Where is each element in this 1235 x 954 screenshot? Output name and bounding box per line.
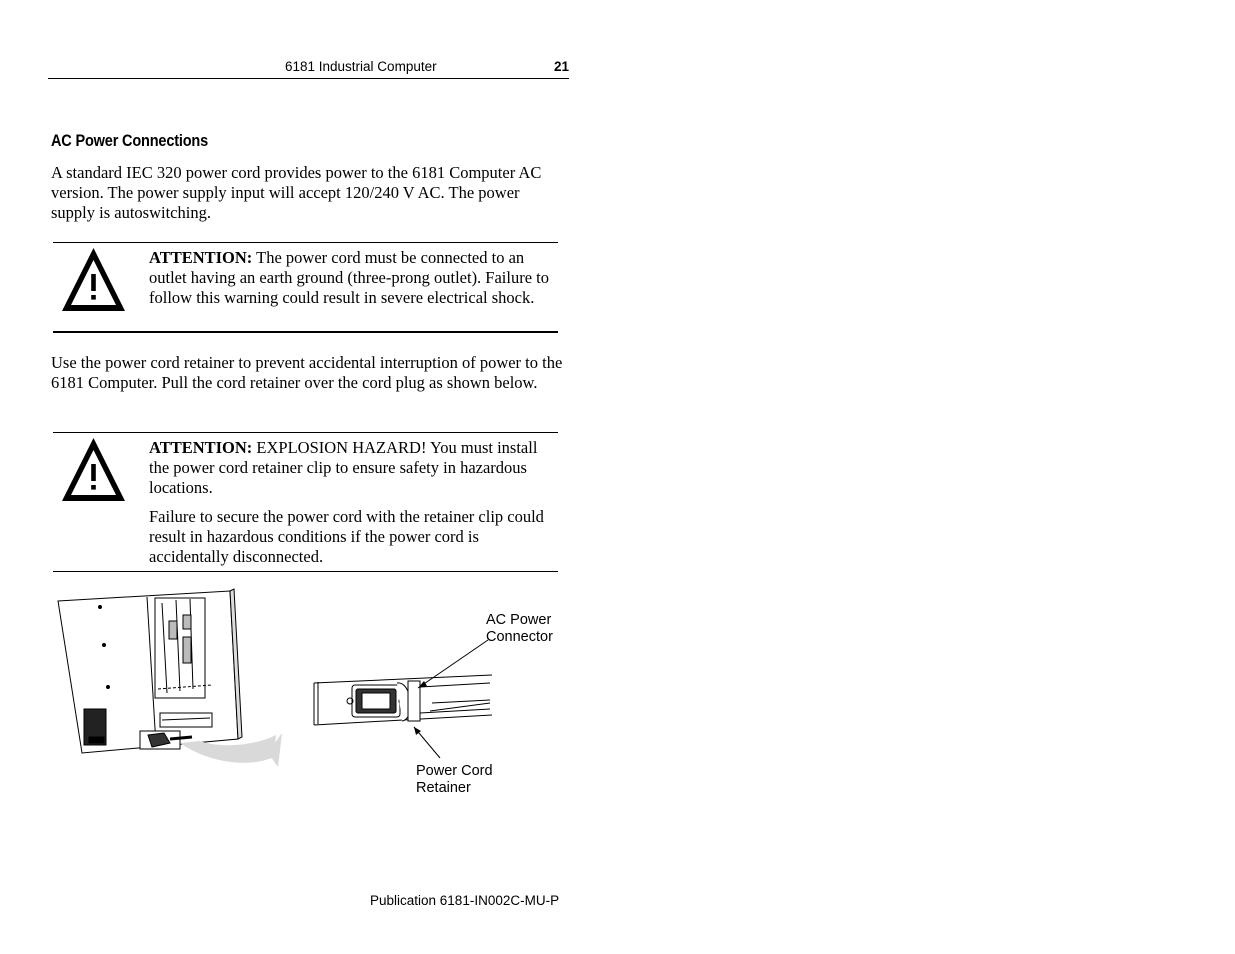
attention1-body: The power cord must be connected to an outlet having an earth ground (three-prong outlet). Failure to follow this warning could result in severe electrical shock. [149, 248, 550, 307]
computer-rear-view [58, 589, 242, 753]
warning-triangle-icon [60, 436, 127, 503]
callout-retainer-line2: Retainer [416, 780, 471, 796]
callout-connector-line2: Connector [486, 629, 553, 645]
running-header-title: 6181 Industrial Computer [285, 59, 437, 74]
attention1-text [149, 248, 559, 307]
page-number: 21 [554, 59, 570, 74]
attention2-text [149, 438, 559, 567]
retainer-paragraph: Use the power cord retainer to prevent accidental interruption of power to the 6181 Computer. Pull the cord retainer over the cord plug as shown below. [51, 353, 563, 392]
attention2-top-rule [53, 432, 558, 433]
callout-connector-line1: AC Power [486, 612, 552, 628]
publication-footer: Publication 6181-IN002C-MU-P [370, 893, 560, 908]
attention2-body: EXPLOSION HAZARD! You must install the power cord retainer clip to ensure safety in hazardous locations. [149, 438, 538, 497]
attention1-bottom-rule [53, 331, 558, 333]
attention1-label: ATTENTION: [149, 248, 253, 267]
warning-triangle-icon [60, 246, 127, 313]
section-heading: AC Power Connections [51, 132, 209, 150]
header-rule [48, 78, 569, 79]
intro-paragraph: A standard IEC 320 power cord provides power to the 6181 Computer AC version. The power supply input will accept 120/240 V AC. The power supply is autoswitching. [51, 163, 542, 222]
connector-detail-view [314, 675, 492, 725]
callout-ac-power-connector [486, 612, 553, 646]
attention2-label: ATTENTION: [149, 438, 253, 457]
attention1-top-rule [53, 242, 558, 243]
attention2-bottom-rule [53, 571, 558, 572]
callout-power-cord-retainer [416, 763, 493, 797]
attention2-body2: Failure to secure the power cord with the retainer clip could result in hazardous conditions if the power cord is accidentally disconnected. [149, 507, 544, 566]
callout-retainer-line1: Power Cord [416, 763, 493, 779]
